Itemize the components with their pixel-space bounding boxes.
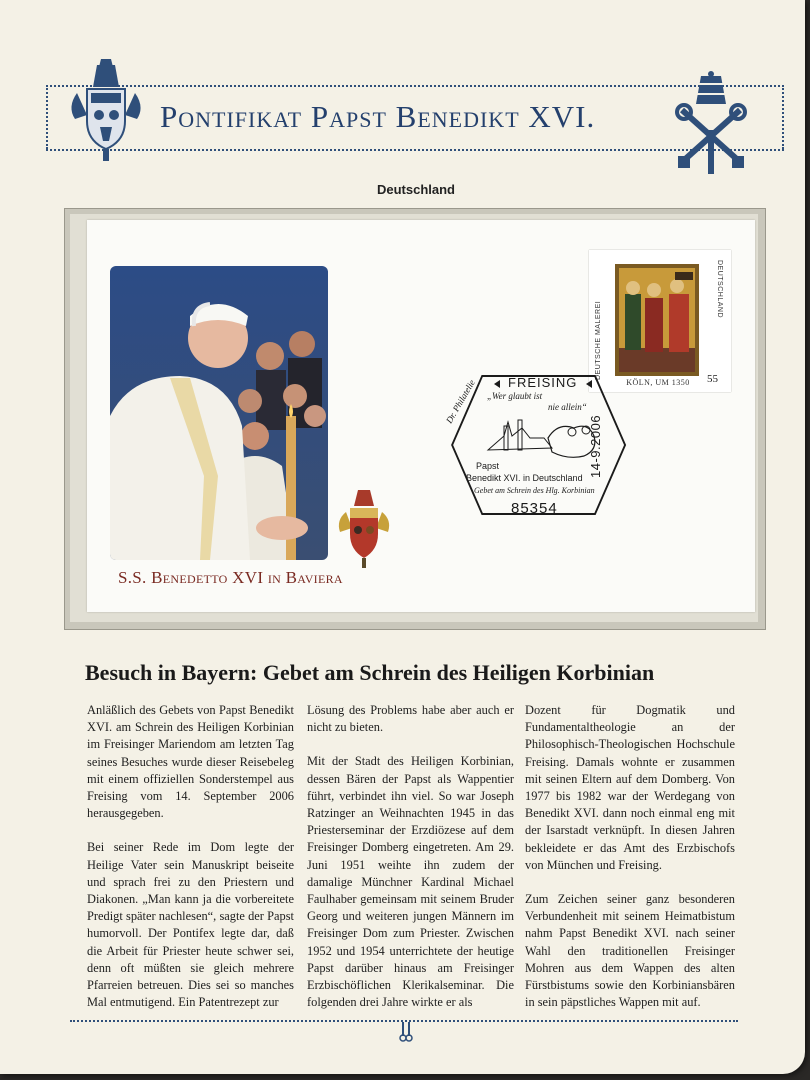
footer-keys-icon [398, 1020, 414, 1042]
papal-coat-of-arms-icon [67, 57, 145, 163]
paragraph: Zum Zeichen seiner ganz besonderen Verbundenheit mit seinem Heimatbistum nahm Papst Benedikt XVI. nach seiner Wahl den traditionellen Freisinger Mohren aus dem Wappen des alten Fürstbistums sowie den Korbiniansbären in sein päpstliches Wappen mit auf. [525, 892, 735, 1010]
article-title: Besuch in Bayern: Gebet am Schrein des Heiligen Korbinian [85, 660, 655, 685]
paragraph: Bei seiner Rede im Dom legte der Heilige Vater sein Manuskript beiseite und sprach frei zu den Priestern und Diakonen. „Man kann ja die vorbereitete Predigt später nachlesen“, sagte der Papst humorvoll. Der Pontifex legte dar, daß die Arbeit für Priester heute schwer sei, denn oft müßten sie gleich mehrere Pfarreien betreuen. Dies sei so manches Mal entmutigend. Ein Patentrezept zur [87, 840, 294, 1010]
postmark-line3: Gebet am Schrein des Hlg. Korbinian [474, 486, 595, 495]
envelope-coat-of-arms-icon [332, 488, 396, 568]
stamp-painting [615, 264, 699, 376]
postmark-date: 14-9.2006 [588, 414, 603, 478]
pope-photo [110, 266, 328, 560]
postmark-zip: 85354 [511, 500, 558, 517]
paragraph: Mit der Stadt des Heiligen Korbinian, dessen Bären der Papst als Wappentier führt, verbindet ihn viel. So war Joseph Ratzinger an Weihnachten 1945 in das Priesterseminar der Erzdiözese auf dem Freisinger Domberg eingetreten. Am 29. Juni 1951 weihte ihn zudem der damalige Münchner Kardinal Michael Faulhaber gemeinsam mit seinem Bruder Georg und weiteren jungen Männern im Freisinger Dom zum Priester. Zwischen 1952 und 1954 unterrichtete der heutige Papst darüber hinaus am Freisinger Erzbischöflichen Klerikalseminar. Die folgenden drei Jahre wirkte er als [307, 754, 514, 1010]
stamp-country-text: DEUTSCHLAND [716, 260, 723, 319]
stamp-origin-text: KÖLN, UM 1350 [626, 378, 690, 387]
article-column-3 [525, 702, 735, 1028]
article-column-2 [307, 702, 514, 1028]
special-postmark [448, 370, 638, 520]
paragraph: Lösung des Problems habe aber auch er nicht zu bieten. [307, 703, 514, 735]
crossed-keys-tiara-icon [672, 70, 750, 174]
article-column-1 [87, 702, 294, 1028]
country-label: Deutschland [376, 182, 455, 197]
stamp-value: 55 [707, 373, 718, 385]
postmark-line1: Papst [476, 461, 500, 471]
paragraph: Dozent für Dogmatik und Fundamentaltheologie an der Philosophisch-Theologischen Hochschule Freising. Damals wohnte er zusammen mit seinen Eltern auf dem Domberg. Von 1977 bis 1982 war der Werdegang von Benedikt XVI. dann noch einmal eng mit der Isarstadt verknüpft. In diesen Jahren bekleidete er das Amt des Erzbischofs von München und Freising. [525, 703, 735, 872]
stamp-series-text: DEUTSCHE MALEREI [595, 300, 602, 380]
postmark-side-text: Dr. Philatelie [444, 377, 477, 425]
postmark-motto-line1: „Wer glaubt ist [487, 391, 543, 401]
page-title: Pontifikat Papst Benedikt XVI. [160, 99, 596, 134]
postmark-line2: Benedikt XVI. in Deutschland [466, 473, 583, 483]
paragraph: Anläßlich des Gebets von Papst Benedikt XVI. am Schrein des Heiligen Korbinian im Freisinger Mariendom am letzten Tag seines Besuches wurde dieser Reisebeleg mit einem offiziellen Sonderstempel aus Freising vom 14. September 2006 herausgegeben. [87, 703, 294, 821]
postmark-city: FREISING [508, 375, 578, 390]
postmark-motto-line2: nie allein“ [548, 402, 587, 412]
cover-caption: S.S. Benedetto XVI in Baviera [118, 568, 343, 587]
